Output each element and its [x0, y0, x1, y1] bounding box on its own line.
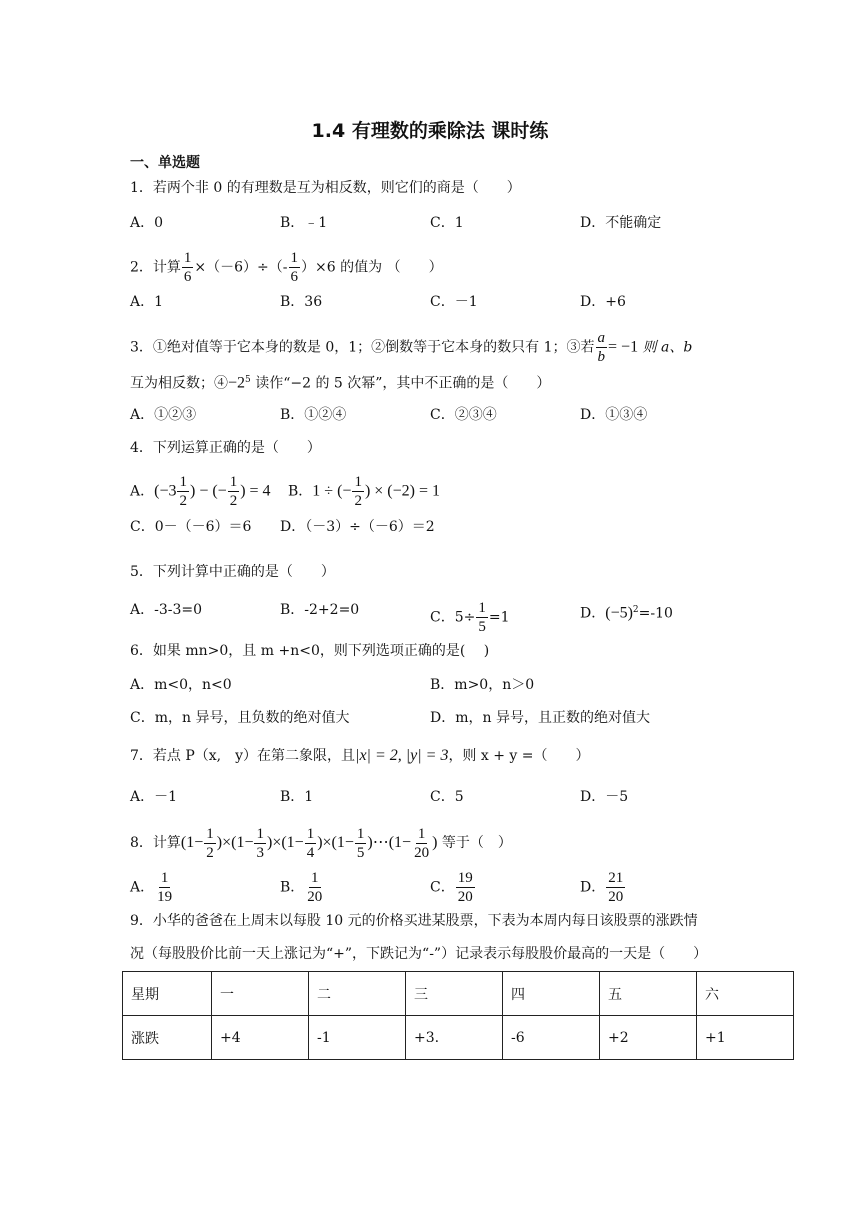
q4-b-f-num: 1: [354, 474, 362, 490]
q8-term-2: [254, 826, 266, 861]
table-cell: +2: [600, 1016, 697, 1060]
q3-power-base: −2: [228, 374, 246, 392]
q8-t3-den: 4: [306, 845, 315, 861]
q6-option-b: B．m>0，n＞0: [430, 677, 535, 693]
q3-f-den: b: [597, 349, 606, 365]
q7-option-a: A．－1: [130, 789, 178, 805]
q6-option-c: C．m，n 异号，且负数的绝对值大: [130, 710, 350, 726]
q3-f-num: a: [597, 330, 606, 346]
q8-d-den: 20: [608, 889, 624, 905]
q5-option-a: A．-3-3=0: [130, 602, 203, 618]
q5-c-post: =1: [488, 609, 510, 626]
q4-b-f-den: 2: [354, 493, 362, 509]
q4-a-fraction-2: [228, 474, 240, 509]
q8-option-a: [130, 870, 175, 905]
question-1-stem: 1．若两个非 0 的有理数是互为相反数，则它们的商是（ ）: [130, 180, 521, 196]
q2-option-b: B．36: [280, 294, 323, 310]
page-title: 1.4 有理数的乘除法 课时练: [311, 120, 549, 142]
q8-b-num: 1: [311, 870, 319, 886]
q5-d-exp: 2: [632, 605, 639, 615]
table-cell: 三: [406, 972, 503, 1016]
table-cell: 二: [309, 972, 406, 1016]
q4-option-d: D．（－3）÷（－6）＝2: [280, 519, 435, 535]
q8-d-num: 21: [608, 870, 624, 886]
q5-option-b: B．-2+2=0: [280, 602, 360, 618]
q5-option-c: [430, 600, 510, 635]
q4-a-part3: ) = 4: [240, 482, 271, 500]
q8-t3-num: 1: [306, 826, 315, 842]
q2-fraction-1: [182, 250, 194, 285]
q6-option-d: D．m，n 异号，且正数的绝对值大: [430, 710, 650, 726]
q4-option-b: [288, 474, 440, 509]
q8-option-c: [430, 870, 476, 905]
q3-option-b: B．①②④: [280, 407, 347, 423]
q3-option-c: C．②③④: [430, 407, 497, 423]
q4-a-f1-num: 1: [179, 474, 187, 490]
q4-a-label: A．: [130, 483, 155, 500]
question-6-stem: 6．如果 mn>0，且 m +n<0，则下列选项正确的是( ): [130, 643, 490, 659]
q8-term-3: [305, 826, 317, 861]
q3-line2-pre: 互为相反数；④: [130, 375, 228, 392]
q8-b-label: B．: [280, 879, 305, 896]
table-row: [123, 1016, 794, 1060]
q1-option-a: A．0: [130, 215, 164, 231]
q5-c-f-num: 1: [478, 600, 486, 616]
q5-c-pre: C．5÷: [430, 609, 476, 626]
table-cell: -6: [503, 1016, 600, 1060]
q3-text-post: 则 a、b: [638, 339, 693, 356]
q5-d-post: =-10: [638, 605, 673, 622]
q2-fraction-2: [289, 250, 301, 285]
stock-change-table: [122, 971, 794, 1060]
q3-text-pre: 3．①绝对值等于它本身的数是 0，1；②倒数等于它本身的数只有 1；③若: [130, 339, 595, 356]
q2-option-d: D．+6: [580, 294, 626, 310]
q6-option-a: A．m<0，n<0: [130, 677, 232, 693]
q7-text-pre: 7．若点 P（x, y）在第二象限，且: [130, 748, 356, 764]
q3-fraction: [596, 330, 608, 365]
table-cell: -1: [309, 1016, 406, 1060]
q8-t4-num: 1: [356, 826, 365, 842]
q8-c-fraction: [456, 870, 475, 905]
q5-d-base: (−5): [605, 604, 633, 622]
q4-b-label: B．: [288, 483, 313, 500]
q8-t2-num: 1: [256, 826, 264, 842]
q7-option-c: C．5: [430, 789, 464, 805]
q8-d-label: D．: [580, 879, 606, 896]
q8-term-last: [412, 826, 431, 861]
table-cell: 星期: [123, 972, 212, 1016]
q8-t1-den: 2: [206, 845, 214, 861]
q7-option-b: B．1: [280, 789, 314, 805]
q1-option-b: B．﹣1: [280, 215, 328, 231]
q2-option-c: C．－1: [430, 294, 478, 310]
q8-a-num: 1: [160, 870, 169, 886]
q3-option-d: D．①③④: [580, 407, 648, 423]
q8-b-fraction: [305, 870, 324, 905]
table-cell: +4: [212, 1016, 309, 1060]
question-3-stem-line2: [130, 370, 550, 394]
question-8-stem: [130, 826, 512, 861]
table-row: [123, 972, 794, 1016]
q2-option-a: A．1: [130, 294, 164, 310]
q3-equation: = −1: [608, 338, 639, 356]
q2-f2-num: 1: [290, 250, 299, 266]
q4-option-c: C．0－（－6）＝6: [130, 519, 252, 535]
q8-d-fraction: [606, 870, 625, 905]
q4-a-part1: (−3: [154, 482, 177, 500]
q4-b-part1: 1 ÷ (−: [312, 482, 352, 500]
q5-c-f-den: 5: [478, 619, 486, 635]
table-cell: +1: [697, 1016, 794, 1060]
question-7-stem: [130, 746, 590, 766]
q8-t4-den: 5: [356, 845, 365, 861]
q8-a-den: 19: [157, 889, 173, 905]
q8-product-expression: (1− $\frac{1}{2}$ )×(1− $\frac{1}{3}$ )×(1− $\frac{1}{4}$ )×(1− $\frac{1}{5}$ )⋯(1− $\frac{1}{20}$ ): [180, 826, 438, 861]
q2-f1-num: 1: [183, 250, 192, 266]
q7-text-post: ，则 x + y =（ ）: [448, 748, 590, 764]
q3-power-exp: 5: [245, 375, 251, 385]
q8-c-den: 20: [457, 889, 473, 905]
question-3-stem: [130, 330, 692, 365]
q4-option-a: [130, 474, 271, 509]
q4-a-f1-den: 2: [179, 493, 187, 509]
q4-a-f2-num: 1: [229, 474, 238, 490]
q4-a-fraction-1: [177, 474, 189, 509]
q8-c-label: C．: [430, 879, 455, 896]
q4-b-fraction: [352, 474, 364, 509]
table-cell: 五: [600, 972, 697, 1016]
q8-t2-den: 3: [256, 845, 264, 861]
q8-tl-num: 1: [417, 826, 426, 842]
q2-text-post: ）×6 的值为 （ ）: [301, 259, 443, 276]
q8-text-pre: 8．计算: [130, 835, 181, 852]
q1-option-c: C．1: [430, 215, 464, 231]
q8-text-post: 等于（ ）: [437, 835, 512, 852]
table-cell: 涨跌: [123, 1016, 212, 1060]
table-cell: 六: [697, 972, 794, 1016]
q4-a-f2-den: 2: [229, 493, 238, 509]
q5-option-d: [580, 600, 673, 624]
table-cell: +3.: [406, 1016, 503, 1060]
q4-a-part2: ) − (−: [189, 482, 227, 500]
q8-term-4: [355, 826, 367, 861]
section-heading: 一、单选题: [130, 155, 200, 171]
q8-b-den: 20: [307, 889, 323, 905]
q5-c-fraction: [476, 600, 488, 635]
question-9-stem: 9．小华的爸爸在上周末以每股 10 元的价格买进某股票，下表为本周内每日该股票的涨跌情: [130, 913, 698, 929]
q2-text-pre: 2．计算: [130, 259, 181, 276]
q2-f2-den: 6: [290, 269, 299, 285]
table-cell: 四: [503, 972, 600, 1016]
q3-line2-post: 读作“−2 的 5 次幂”，其中不正确的是（ ）: [250, 375, 551, 392]
question-2-stem: [130, 250, 443, 285]
q2-text-mid: ×（－6）÷（-: [194, 259, 288, 276]
question-9-stem-line2: 况（每股股价比前一天上涨记为“+”，下跌记为“-”）记录表示每股股价最高的一天是（ ）: [130, 946, 708, 962]
q2-f1-den: 6: [183, 269, 192, 285]
q4-b-part2: ) × (−2) = 1: [364, 482, 440, 500]
q7-option-d: D．－5: [580, 789, 629, 805]
q3-option-a: A．①②③: [130, 407, 197, 423]
q8-a-fraction: [155, 870, 174, 905]
q7-math: |x| = 2, |y| = 3: [355, 747, 449, 764]
q8-tl-den: 20: [414, 845, 430, 861]
question-4-stem: 4．下列运算正确的是（ ）: [130, 440, 321, 456]
q1-option-d: D．不能确定: [580, 215, 662, 231]
question-5-stem: 5．下列计算中正确的是（ ）: [130, 564, 335, 580]
q8-t1-num: 1: [206, 826, 214, 842]
q5-d-pre: D．: [580, 605, 606, 622]
q8-option-b: [280, 870, 325, 905]
q8-term-1: [204, 826, 216, 861]
q8-a-label: A．: [130, 879, 155, 896]
q8-option-d: [580, 870, 626, 905]
table-cell: 一: [212, 972, 309, 1016]
q8-c-num: 19: [457, 870, 473, 886]
